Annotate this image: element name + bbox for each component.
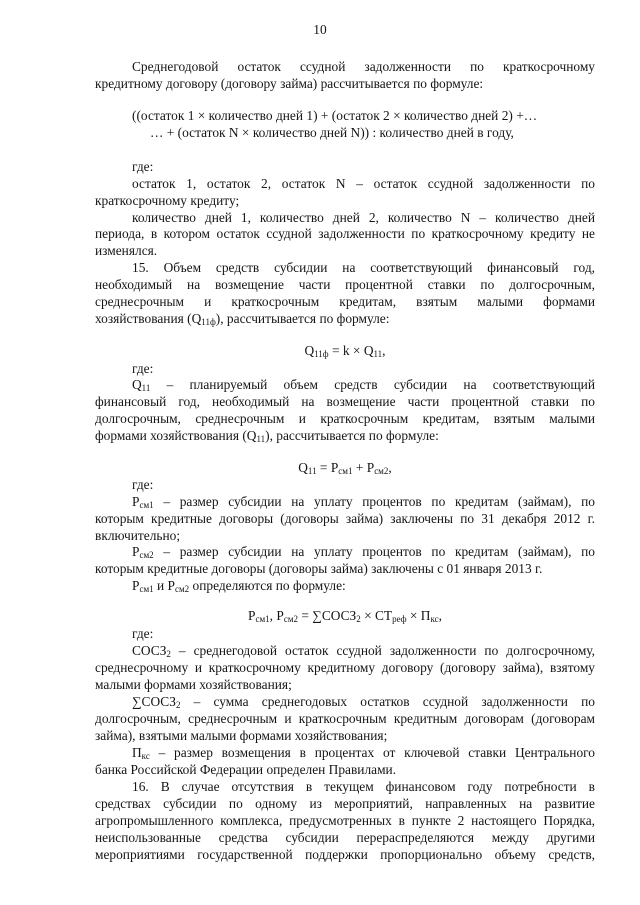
text-line — [95, 561, 595, 577]
text-fragment: долгосрочным, среднесрочным и краткосрочным кредитным договорам (договорам — [95, 711, 595, 726]
text-fragment: – планируемый объем средств субсидии на соответствующий — [150, 377, 595, 392]
text-fragment: среднесрочным и краткосрочным кредитам, взятым малыми формами — [95, 294, 595, 309]
text-fragment: периода, в котором остаток ссудной задолженности по краткосрочному кредиту не — [95, 226, 595, 241]
subscript: см2 — [283, 614, 299, 624]
subscript: см2 — [374, 466, 389, 476]
text-fragment: × П — [406, 608, 431, 623]
text-fragment: , — [438, 608, 442, 623]
text-fragment: = k × Q — [328, 343, 374, 358]
text-fragment: формами хозяйствования (Q — [95, 428, 257, 443]
subscript: 11 — [256, 434, 266, 444]
text-fragment: , — [382, 343, 386, 358]
text-line — [132, 260, 595, 276]
text-fragment: 15. Объем средств субсидии на соответствующий финансовый год, — [132, 260, 595, 275]
text-fragment: – размер возмещения в процентах от ключевой ставки Центрального — [149, 745, 595, 760]
text-line — [95, 428, 595, 444]
text-line — [95, 608, 595, 624]
text-fragment: где: — [132, 626, 154, 641]
text-fragment: СОСЗ — [132, 643, 167, 658]
text-line — [95, 830, 595, 846]
text-fragment: + P — [352, 460, 375, 475]
text-line — [95, 796, 595, 812]
subscript: см2 — [174, 584, 190, 594]
text-line — [150, 125, 595, 141]
text-line — [95, 294, 595, 310]
text-line — [95, 762, 595, 778]
text-line — [132, 361, 595, 377]
text-line — [95, 311, 595, 327]
text-fragment: агропромышленного комплекса, предусмотренных в пункте 2 настоящего Порядка, — [95, 813, 595, 828]
text-fragment: включительно; — [95, 528, 181, 543]
text-line — [95, 277, 595, 293]
text-line — [132, 159, 595, 175]
text-line — [132, 779, 595, 795]
text-fragment: P — [132, 494, 140, 509]
text-fragment: которым кредитные договоры (договоры займа) заключены по 31 декабря 2012 г. — [95, 511, 595, 526]
text-fragment: банка Российской Федерации определен Правилами. — [95, 762, 397, 777]
text-line — [132, 694, 595, 710]
text-fragment: займа), взятыми малыми формами хозяйствования; — [95, 728, 388, 743]
text-fragment: , — [388, 460, 392, 475]
subscript: 11 — [373, 349, 383, 359]
text-line — [95, 847, 595, 863]
subscript: см1 — [255, 614, 270, 624]
text-fragment: Q — [298, 460, 308, 475]
text-fragment: Среднегодовой остаток ссудной задолженности по краткосрочному — [132, 59, 595, 74]
subscript: см1 — [338, 466, 353, 476]
text-fragment: = ∑СОСЗ — [298, 608, 357, 623]
text-fragment: где: — [132, 477, 154, 492]
text-line — [132, 643, 595, 659]
text-fragment: P — [132, 544, 140, 559]
text-fragment: и P — [153, 578, 175, 593]
text-fragment: Q — [304, 343, 315, 358]
text-fragment: ((остаток 1 × количество дней 1) + (остаток 2 × количество дней 2) +… — [132, 108, 538, 123]
text-line — [95, 460, 595, 476]
text-fragment: средствах субсидии по одному из мероприятий, направленных на развитие — [95, 796, 595, 811]
text-fragment: финансовый год, необходимый на возмещение части процентной ставки по — [95, 394, 595, 409]
text-line — [132, 210, 595, 226]
text-line — [132, 477, 595, 493]
subscript: реф — [392, 614, 407, 624]
text-fragment: кредитному договору (договору займа) рассчитывается по формуле: — [95, 76, 484, 91]
subscript: 11 — [307, 466, 317, 476]
subscript: 2 — [166, 649, 171, 659]
text-fragment: – размер субсидии на уплату процентов по кредитам (займам), по — [153, 494, 595, 509]
text-fragment: P — [132, 578, 140, 593]
text-line — [95, 728, 595, 744]
subscript: см2 — [139, 550, 154, 560]
text-line — [95, 411, 595, 427]
text-fragment: P — [248, 608, 256, 623]
page-number: 10 — [313, 22, 327, 37]
subscript: 2 — [175, 700, 181, 710]
text-line — [132, 176, 595, 192]
text-line — [95, 76, 595, 92]
text-line — [95, 394, 595, 410]
text-fragment: – сумма среднегодовых остатков ссудной задолженности по — [180, 694, 595, 709]
text-fragment: определяются по формуле: — [189, 578, 346, 593]
text-fragment: малыми формами хозяйствования; — [95, 677, 292, 692]
text-line — [95, 660, 595, 676]
text-fragment: – среднегодовой остаток ссудной задолженности по долгосрочному, — [170, 643, 595, 658]
subscript: 2 — [356, 614, 361, 624]
text-fragment: Q — [132, 377, 142, 392]
text-line — [132, 578, 595, 594]
text-fragment: 16. В случае отсутствия в текущем финансовом году потребности в — [132, 779, 595, 794]
subscript: 11ф — [201, 317, 216, 327]
text-fragment: = P — [316, 460, 339, 475]
text-fragment: – размер субсидии на уплату процентов по кредитам (займам), по — [153, 544, 595, 559]
text-fragment: ∑СОСЗ — [132, 694, 176, 709]
text-fragment: долгосрочным, среднесрочным и краткосрочным кредитам, взятым малыми — [95, 411, 595, 426]
text-line — [95, 193, 595, 209]
text-fragment: краткосрочному кредиту; — [95, 193, 240, 208]
text-fragment: ), рассчитывается по формуле: — [215, 311, 390, 326]
text-fragment: которым кредитные договоры (договоры займа) заключены с 01 января 2013 г. — [95, 561, 543, 576]
text-fragment: среднесрочному и краткосрочному кредитному договору (договору займа), взятому — [95, 660, 595, 675]
text-line — [95, 511, 595, 527]
text-fragment: П — [132, 745, 142, 760]
text-line — [132, 377, 595, 393]
text-line — [132, 108, 595, 124]
text-line — [95, 243, 595, 259]
text-fragment: где: — [132, 159, 154, 174]
text-line — [132, 59, 595, 75]
text-fragment: неиспользованные средства субсидии перераспределяются между другими — [95, 830, 595, 845]
text-line — [95, 343, 595, 359]
text-fragment: изменялся. — [95, 243, 158, 258]
text-fragment: мероприятиями государственной поддержки пропорционально объему средств, — [95, 847, 595, 862]
text-line — [132, 544, 595, 560]
subscript: см1 — [139, 500, 154, 510]
text-fragment: × СТ — [360, 608, 393, 623]
subscript: см1 — [139, 584, 154, 594]
text-line — [132, 626, 595, 642]
text-line — [95, 226, 595, 242]
text-fragment: , P — [269, 608, 284, 623]
text-fragment: где: — [132, 361, 154, 376]
subscript: кс — [430, 614, 439, 624]
text-fragment: необходимый на возмещение части процентной ставки по долгосрочным, — [95, 277, 595, 292]
text-line — [95, 528, 595, 544]
text-line — [95, 711, 595, 727]
text-fragment: ), рассчитывается по формуле: — [265, 428, 439, 443]
text-line — [95, 677, 595, 693]
text-fragment: количество дней 1, количество дней 2, количество N – количество дней — [132, 210, 595, 225]
text-line — [132, 745, 595, 761]
text-fragment: остаток 1, остаток 2, остаток N – остаток ссудной задолженности по — [132, 176, 595, 191]
text-line — [95, 813, 595, 829]
text-fragment: хозяйствования (Q — [95, 311, 202, 326]
text-line — [132, 494, 595, 510]
subscript: 11ф — [314, 349, 329, 359]
text-fragment: … + (остаток N × количество дней N)) : количество дней в году, — [150, 125, 514, 140]
subscript: кс — [141, 751, 150, 761]
subscript: 11 — [141, 383, 151, 393]
